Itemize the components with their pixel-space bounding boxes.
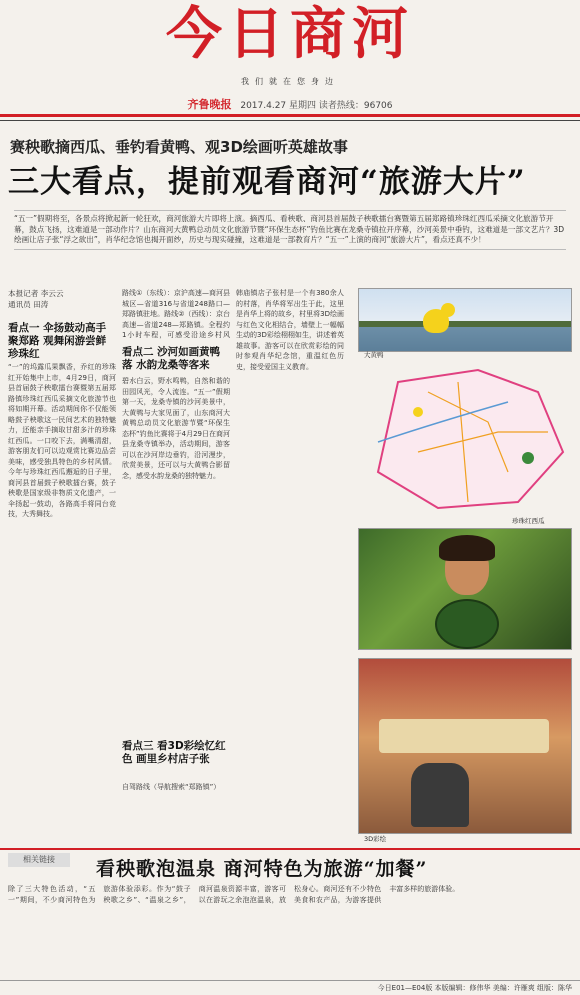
issue-line <box>0 96 580 112</box>
section-2-body: 碧水白云，野水鸣鸭，自然和谐的田园风光，令人流连。“五一”假期第一天，龙桑寺镇的沙河美景中，大黄鸭与大家见面了，山东商河大黄鸭总动员文化旅游节暨“环保生态杯”钓鱼比赛将于4月29日在商河县龙桑寺镇举办，活动期间，游客可以在沙河岸边垂钓，沿河漫步，欣赏美景，还可以与大黄鸭合影留念，感受水韵龙桑的独特魅力。 <box>122 377 230 480</box>
painting-photo <box>358 658 572 834</box>
byline-correspondent: 通讯员 田涛 <box>8 300 49 309</box>
section-1 <box>8 322 116 361</box>
masthead-rule-thin <box>0 120 580 121</box>
masthead-title: 今日商河 <box>166 2 414 67</box>
duck-head-icon <box>441 303 455 317</box>
section-3-body: 韩庙镇店子张村是一个有380余人的村落，肖华将军出生于此，这里是肖华上将的故乡，村里将3D绘画与红色文化相结合，墙壁上一幅幅生动的3D彩绘栩栩如生，讲述着英雄故事。游客可以在欣赏彩绘的同时参观肖华纪念馆，重温红色历史，接受爱国主义教育。 <box>236 289 344 371</box>
watermelon-icon <box>435 599 499 649</box>
masthead-slogan: 我们就在您身边 <box>241 77 339 86</box>
masthead-rule <box>0 114 580 117</box>
page-footer <box>0 980 580 995</box>
mural-table <box>379 719 549 753</box>
byline-reporter: 本报记者 李云云 <box>8 289 64 298</box>
girl-hair <box>439 535 495 561</box>
duck-caption: 大黄鸭 <box>364 351 384 359</box>
shoreline <box>359 321 571 327</box>
section-3-subhead: 看点三 看3D彩绘忆红色 画里乡村店子张 <box>122 740 226 765</box>
routes-intro: 路线①（东线）：京沪高速—商河县城区—省道316与省道248路口—郑路镇驻地。路线②（西线）：京台高速—省道248—郑路镇。全程约1小时车程，可感受沿途乡村风 <box>122 289 230 339</box>
duck-photo <box>358 288 572 352</box>
watermelon-caption: 珍珠红西瓜 <box>512 517 545 525</box>
footer-text: 今日E01—E04版 本版编辑：修伟华 美编：许雁爽 组版：陈华 <box>377 984 572 992</box>
section-3-body-cont: 自驾路线（导航搜索“郑路镇”） <box>122 783 221 791</box>
section-2-subhead: 看点二 沙河如画黄鸭落 水韵龙桑等客来 <box>122 346 221 371</box>
section-divider <box>0 848 580 850</box>
lead-paragraph: “五一”假期将至，各景点将掀起新一轮狂欢，商河旅游大片即将上演。摘西瓜、看秧歌、商河县首届鼓子秧歌擂台赛暨第五届郑路镇珍珠红西瓜采摘文化旅游节开幕，鼓点飞扬，这难道是一部动作片？山东商河大黄鸭总动员文化旅游节暨“环保生态杯”钓鱼比赛在龙桑寺镇拉开序幕，沙河美景中垂钓，这难道是一部文艺片？3D绘画让店子张“浮之欲出”，肖华纪念馆也揭开面纱，历史与现实碰撞，这难道是一部教育片？“五一”上演的商河“旅游大片”，看点还真不少！ <box>14 210 566 250</box>
issue-info: 2017.4.27 星期四 读者热线：96706 <box>240 101 393 111</box>
byline <box>8 288 88 310</box>
related-headline: 看秧歌泡温泉 商河特色为旅游“加餐” <box>96 858 428 880</box>
related-link-label: 相关链接 <box>8 853 70 867</box>
painting-caption: 3D彩绘 <box>364 835 387 843</box>
masthead <box>0 0 580 111</box>
section-1-subhead: 看点一 伞扬鼓动高手聚郑路 观舞闲游尝鲜珍珠红 <box>8 322 107 360</box>
paper-name: 齐鲁晚报 <box>187 98 232 111</box>
section-2 <box>122 346 230 372</box>
page-headline: 三大看点，提前观看商河“旅游大片” <box>8 164 526 200</box>
map-illustration <box>358 362 570 514</box>
related-body: 除了三大特色活动，“五一”期间，不少商河特色为旅游体验添彩。作为“鼓子秧歌之乡”、“温泉之乡”，商河温泉资源丰富，游客可以在游玩之余泡泡温泉，放松身心。商河还有不少特色美食和农产品，为游客提供丰富多样的旅游体验。 <box>8 885 460 904</box>
visitor-figure <box>411 763 469 827</box>
section-1-body: “一”的坞露瓜果飘香，乔红的珍珠红开始集中上市，4月29日，商河县首届鼓子秧歌擂台赛暨第五届郑路镇珍珠红西瓜采摘文化旅游节也将如期开幕。活动期间你不仅能领略鼓子秧歌这一民间艺术的独特魅力，还能亲手摘取甘甜多汁的珍珠红西瓜。一口咬下去，满嘴清甜，游客朋友们可以边观赏比赛边品尝美味，感受独具特色的乡村风情。今年与珍珠红西瓜邂逅的日子里，商河县首届鼓子秧歌擂台赛，鼓子秧歌是国家级非物质文化遗产，一伞扬起一鼓动，各路高手将同台竞技，大秀舞技。 <box>8 363 116 518</box>
section-3 <box>122 740 230 766</box>
kicker: 赛秧歌摘西瓜、垂钓看黄鸭、观3D绘画听英雄故事 <box>10 138 348 156</box>
watermelon-photo <box>358 528 572 650</box>
